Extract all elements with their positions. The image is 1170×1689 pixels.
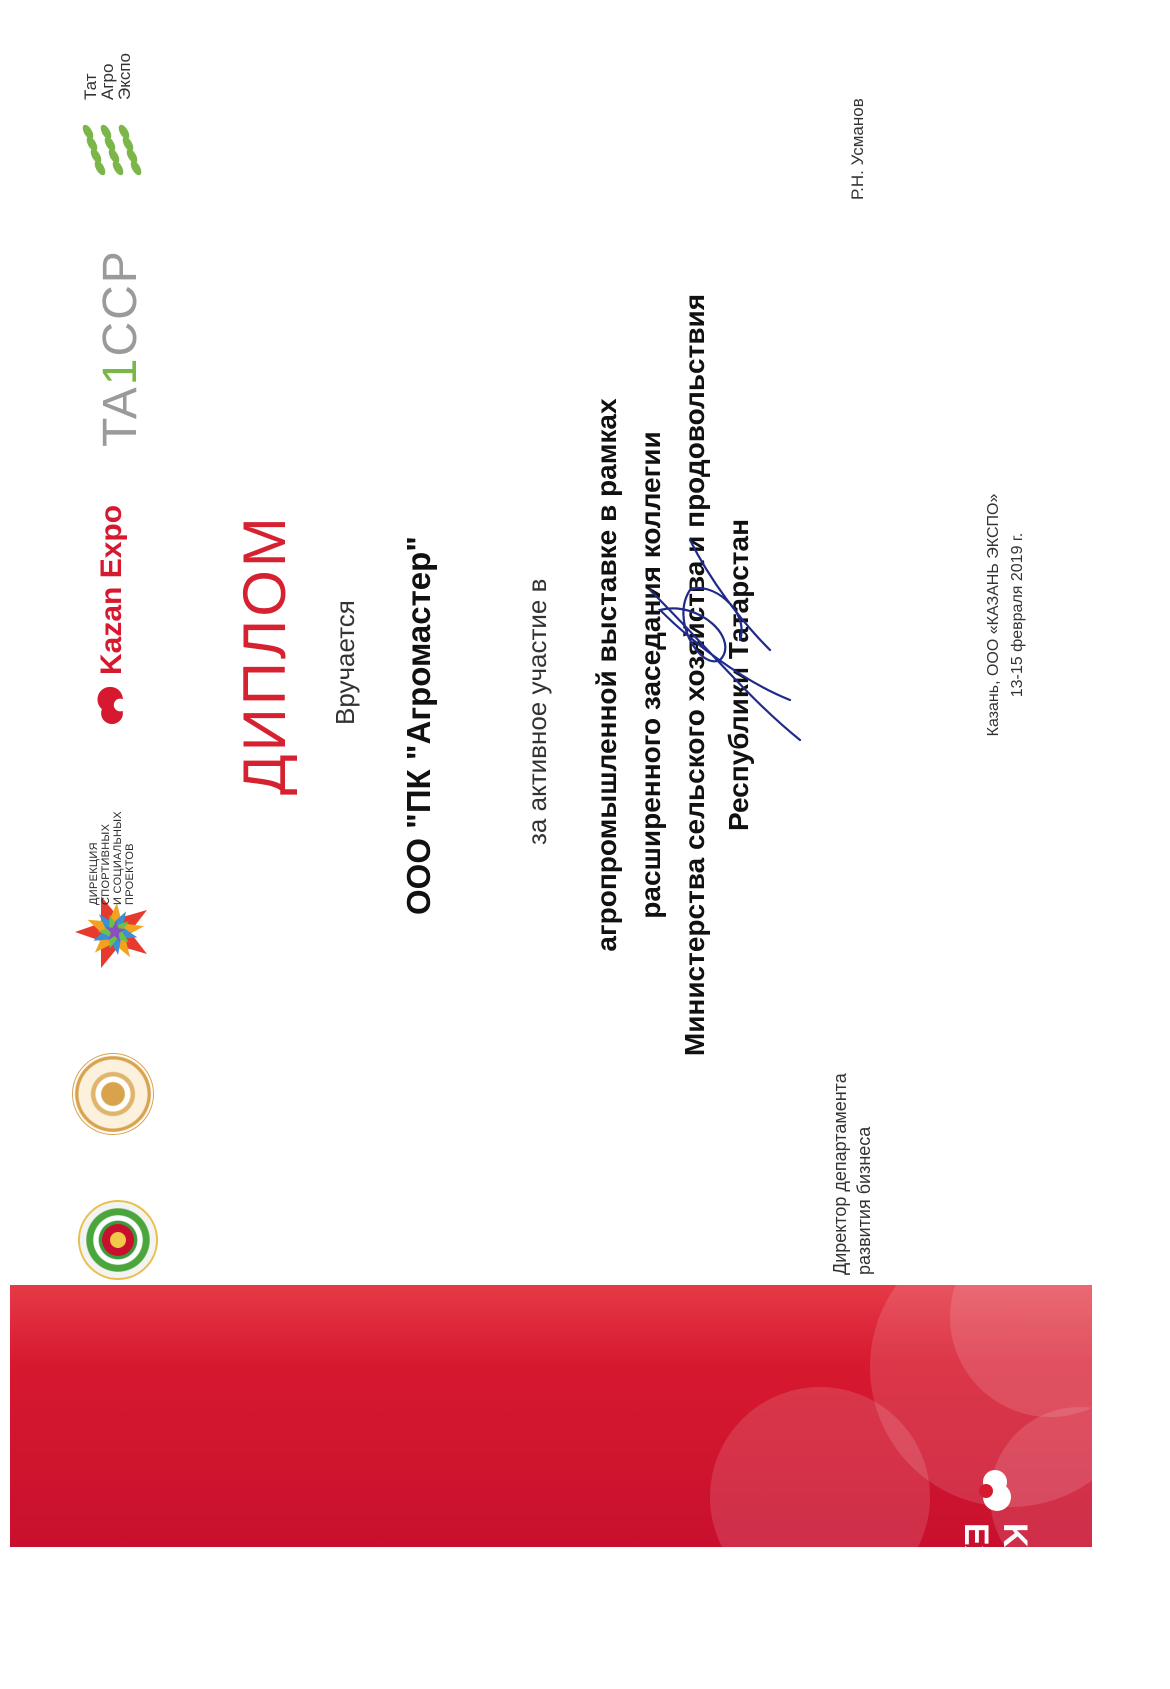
tassr-logo bbox=[93, 249, 148, 447]
tatagro-line: Экспо bbox=[115, 52, 134, 100]
tassr-logo-part: 1 bbox=[94, 356, 147, 386]
place-and-date bbox=[982, 455, 1030, 775]
event-line: расширенного заседания коллегии bbox=[635, 431, 666, 919]
tassr-logo-part: CCP bbox=[94, 249, 147, 357]
tassr-logo-part: TA bbox=[94, 385, 147, 447]
directorate-logo-text bbox=[88, 811, 136, 905]
signatory-role-line: развития бизнеса bbox=[854, 1126, 874, 1275]
tatarstan-emblem-icon bbox=[78, 1200, 158, 1280]
band-logo-text: Kazan Expo bbox=[957, 1523, 1034, 1624]
awarded-label: Вручается bbox=[330, 600, 360, 725]
place-line: Казань, ООО «КАЗАНЬ ЭКСПО» bbox=[985, 493, 1002, 737]
kazan-expo-heart-icon bbox=[977, 1469, 1013, 1513]
date-line: 13-15 февраля 2019 г. bbox=[1009, 532, 1026, 698]
band-circle bbox=[710, 1387, 930, 1607]
event-line: агропромышленной выставке в рамках bbox=[591, 398, 622, 952]
kazan-expo-logo bbox=[95, 505, 129, 725]
ministry-seal-icon bbox=[72, 1053, 154, 1135]
kazan-expo-heart-icon bbox=[95, 685, 129, 725]
red-footer-band bbox=[10, 1285, 1092, 1624]
signatory-role-line: Директор департамента bbox=[830, 1073, 850, 1275]
kazan-expo-logo-text: Kazan Expo bbox=[95, 504, 128, 675]
sponsor-logos bbox=[0, 0, 160, 1555]
directorate-line: СПОРТИВНЫХ bbox=[100, 823, 112, 905]
for-participation-text: за активное участие в bbox=[522, 578, 552, 845]
signatory-name: Р.Н. Усманов bbox=[848, 98, 867, 200]
directorate-line: ПРОЕКТОВ bbox=[124, 843, 136, 905]
tatagroexpo-logo-text bbox=[82, 10, 133, 100]
tatagroexpo-wheat-icon bbox=[80, 110, 150, 180]
band-kazan-expo-logo bbox=[957, 1469, 1034, 1689]
event-line: Министерства сельского хозяйства и продовольствия bbox=[679, 293, 710, 1057]
signatory-role bbox=[828, 1073, 876, 1275]
band-circle bbox=[950, 1217, 1150, 1417]
tatagro-line: Тат bbox=[81, 73, 100, 100]
diploma-title: ДИПЛОМ bbox=[231, 514, 298, 795]
directorate-line: ДИРЕКЦИЯ bbox=[88, 842, 100, 905]
event-line: Республики Татарстан bbox=[723, 519, 754, 831]
tatagro-line: Агро bbox=[98, 63, 117, 100]
directorate-line: И СОЦИАЛЬНЫХ bbox=[112, 811, 124, 905]
handwritten-signature bbox=[630, 520, 810, 760]
company-name: ООО "ПК "Агромастер" bbox=[400, 536, 437, 915]
